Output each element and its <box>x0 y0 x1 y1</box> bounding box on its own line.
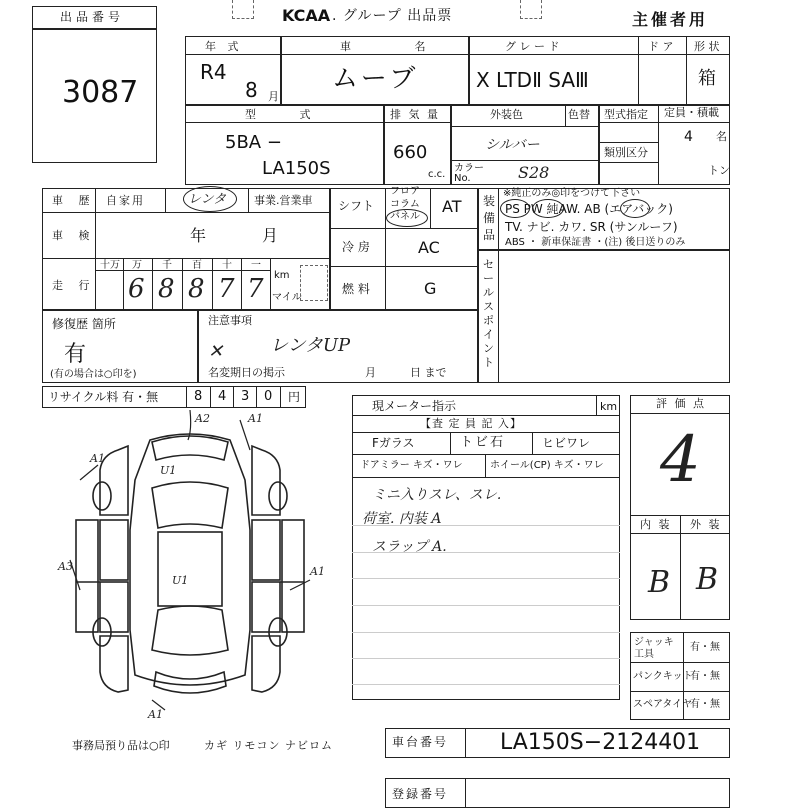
recycle-digit-0: 8 <box>194 389 203 404</box>
windshield <box>152 482 228 528</box>
meter-label: 現メーター指示 <box>372 399 457 413</box>
exterior-label: 外 装 <box>690 518 722 531</box>
inspector-comment-2: 荷室. 内装 A <box>362 511 442 527</box>
lot-number: 3087 <box>62 75 139 110</box>
type-designation-label: 型式指定 <box>604 108 648 121</box>
crack-label: ヒビワレ <box>542 436 591 450</box>
org-title: . グループ 出品票 <box>332 8 453 24</box>
shift-option-floor: フロア <box>390 186 420 197</box>
exterior-color-label: 外装色 <box>490 108 523 121</box>
color-no: S28 <box>518 163 550 182</box>
displacement-label: 排 気 量 <box>390 108 440 121</box>
damage-mark-5: A1 <box>310 565 325 578</box>
repair-value: 有 <box>64 342 87 367</box>
accessory-puncture-value: 有・無 <box>690 671 720 682</box>
exterior-value: B <box>696 562 719 597</box>
lot-number-label: 出品番号 <box>60 10 125 24</box>
inspection-month: 月 <box>262 226 279 245</box>
rear-window <box>152 606 228 655</box>
damage-mark-3: U1 <box>160 464 177 477</box>
capacity-label: 定員・積載 <box>664 106 719 119</box>
recycle-digit-2: 3 <box>241 389 250 404</box>
equipment-line-1: PS PW 純AW. AB (エアバック) <box>505 202 673 216</box>
load-unit: トン <box>708 164 730 177</box>
digit-label-1: 万 <box>132 260 142 271</box>
digit-label-4: 十 <box>222 260 232 271</box>
recycle-unit: 円 <box>288 390 301 404</box>
history-business: 事業.営業車 <box>254 194 313 207</box>
car-name: ムーブ <box>332 64 420 94</box>
history-label: 車 歴 <box>52 194 96 207</box>
km-unit: km <box>274 270 290 281</box>
cc-unit: c.c. <box>428 169 446 180</box>
year-month: 8 <box>245 78 258 102</box>
score-label: 評 価 点 <box>656 397 706 410</box>
fuel-value: G <box>424 279 437 298</box>
door-mirror-label: ドアミラー キズ・ワレ <box>360 460 463 471</box>
doors-label: ド ア <box>648 40 674 53</box>
car-diagram <box>40 410 340 730</box>
interior-value: B <box>648 565 671 600</box>
accessory-spare-value: 有・無 <box>690 699 720 710</box>
digit-label-0: 十万 <box>100 260 120 271</box>
accessory-spare-label: スペアタイヤ <box>633 699 693 710</box>
ac-label: 冷 房 <box>342 240 370 254</box>
model-prefix: 5BA − <box>225 132 282 153</box>
deposit-note: 事務局預り品は○印 <box>72 739 170 752</box>
wheel-label: ホイール(CP) キズ・ワレ <box>490 460 604 471</box>
right-front-wheel <box>269 482 287 510</box>
notes-label: 注意事項 <box>208 314 252 327</box>
chip-label: トビ石 <box>460 435 506 450</box>
inspection-year: 年 <box>190 226 207 245</box>
f-glass-label: Fガラス <box>372 436 415 450</box>
interior-label: 内 装 <box>640 518 672 531</box>
meter-unit: km <box>600 400 618 413</box>
name-change-until: 日 まで <box>410 366 447 379</box>
shift-label: シフト <box>338 199 375 213</box>
mileage-digit-4: 7 <box>218 274 235 304</box>
inspector-comment-1: ミニ入りスレ、スレ. <box>372 487 502 503</box>
inspector-header: 【査 定 員 記 入】 <box>420 417 522 430</box>
mileage-digit-5: 7 <box>247 274 264 304</box>
right-rear-door <box>252 582 280 632</box>
car-name-label: 車 名 <box>340 40 456 53</box>
registration-label: 登録番号 <box>392 787 449 801</box>
history-private: 自家用 <box>106 194 145 207</box>
notes-mark: ✕ <box>208 341 224 362</box>
chassis-number: LA150S−2124401 <box>500 730 701 755</box>
digit-label-2: 千 <box>162 260 172 271</box>
color-no-label: カラー No. <box>454 163 484 184</box>
equipment-label: 装備品 <box>483 194 496 242</box>
displacement: 660 <box>393 142 428 163</box>
grade: X LTDⅡ SAⅢ <box>476 68 589 92</box>
damage-mark-4: A3 <box>58 560 73 573</box>
right-front-door <box>252 520 280 580</box>
repair-note: (有の場合は○印を) <box>50 369 137 380</box>
mileage-digit-1: 6 <box>128 274 145 304</box>
left-front-door <box>100 520 128 580</box>
equipment-line-2: TV. ナビ. カワ. SR (サンルーフ) <box>505 220 678 234</box>
year-era: R4 <box>200 60 227 84</box>
front-bumper <box>152 436 228 460</box>
inspector-comment-3: スラップ A. <box>372 539 447 555</box>
exterior-color: シルバー <box>485 137 540 153</box>
recycle-digit-1: 4 <box>218 389 227 404</box>
mile-unit: マイル <box>272 292 302 303</box>
name-change-label: 名変期日の掲示 <box>208 366 285 379</box>
ac-value: AC <box>418 238 440 257</box>
mileage-label: 走 行 <box>52 279 96 292</box>
sales-point-label: セールスポイント <box>483 258 494 369</box>
shift-option-column: コラム <box>390 199 420 210</box>
grade-label: グ レ ー ド <box>505 40 560 53</box>
left-step <box>76 520 98 632</box>
org-brand: KCAA <box>282 6 331 25</box>
model-label: 型 式 <box>245 108 331 121</box>
recycle-digit-3: 0 <box>264 389 273 404</box>
right-rear-fender <box>252 636 280 692</box>
chassis-label: 車台番号 <box>392 735 449 749</box>
shift-option-panel: パネル <box>390 211 420 222</box>
capacity-unit: 名 <box>716 130 727 143</box>
accessory-puncture-label: パンクキット <box>633 671 693 682</box>
damage-mark-1: A1 <box>90 452 105 465</box>
damage-mark-6: U1 <box>172 574 189 587</box>
repair-label: 修復歴 箇所 <box>52 317 116 331</box>
left-rear-door <box>100 582 128 632</box>
history-rental: レンタ <box>188 192 227 207</box>
damage-mark-0: A2 <box>195 412 210 425</box>
body-type-label: 形 状 <box>694 40 720 53</box>
inspection-label: 車 検 <box>52 229 96 242</box>
mileage-digit-2: 8 <box>158 274 175 304</box>
left-rear-fender <box>100 636 128 692</box>
deposit-items: カギ リモコン ナビロム <box>204 739 333 752</box>
recycle-label: リサイクル料 有・無 <box>48 390 159 404</box>
repaint-label: 色替 <box>568 108 590 121</box>
sheet-use: 主催者用 <box>632 10 709 29</box>
right-front-fender <box>252 446 280 515</box>
name-change-month: 月 <box>365 366 376 379</box>
accessory-jack-label: ジャッキ工具 <box>634 637 674 660</box>
right-step <box>282 520 304 632</box>
mileage-digit-3: 8 <box>188 274 205 304</box>
shift-value: AT <box>442 197 462 216</box>
equipment-note: ※純正のみ◎印をつけて下さい <box>503 188 641 199</box>
car-body-outline <box>130 434 250 685</box>
damage-mark-2: A1 <box>248 412 263 425</box>
month-unit: 月 <box>268 90 279 103</box>
model-code: LA150S <box>262 158 331 179</box>
notes-value: レンタUP <box>270 335 351 356</box>
accessory-jack-value: 有・無 <box>690 642 720 653</box>
fuel-label: 燃 料 <box>342 282 370 296</box>
left-front-wheel <box>93 482 111 510</box>
category-label: 類別区分 <box>604 146 648 159</box>
score-value: 4 <box>660 423 701 497</box>
digit-label-3: 百 <box>192 260 202 271</box>
year-label: 年 式 <box>205 40 243 53</box>
damage-mark-7: A1 <box>148 708 163 721</box>
body-type: 箱 <box>698 68 716 89</box>
digit-label-5: 一 <box>251 260 261 271</box>
roof <box>158 532 222 606</box>
equipment-line-3: ABS ・ 新車保証書 ・(注) 後日送りのみ <box>505 237 686 248</box>
sales-point-box <box>478 250 730 383</box>
capacity-value: 4 <box>684 129 693 145</box>
